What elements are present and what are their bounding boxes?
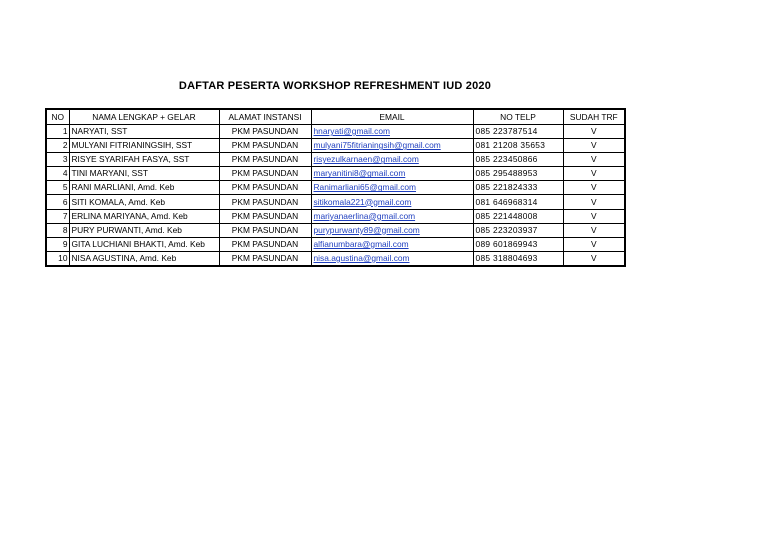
cell-phone: 089 601869943 — [473, 237, 563, 251]
document-title: DAFTAR PESERTA WORKSHOP REFRESHMENT IUD 2020 — [178, 80, 492, 92]
cell-transfer: V — [563, 181, 625, 195]
cell-institution: PKM PASUNDAN — [219, 139, 311, 153]
table-row — [46, 195, 625, 209]
cell-no: 8 — [46, 223, 69, 237]
cell-email — [311, 195, 473, 209]
cell-transfer: V — [563, 251, 625, 266]
cell-no: 9 — [46, 237, 69, 251]
cell-no: 4 — [46, 167, 69, 181]
cell-name: NISA AGUSTINA, Amd. Keb — [69, 251, 219, 266]
cell-email — [311, 125, 473, 139]
table-row — [46, 125, 625, 139]
cell-name: RISYE SYARIFAH FASYA, SST — [69, 153, 219, 167]
cell-email — [311, 153, 473, 167]
cell-institution: PKM PASUNDAN — [219, 153, 311, 167]
email-link[interactable]: alfianumbara@gmail.com — [313, 238, 409, 249]
email-link[interactable]: purypurwanty89@gmail.com — [313, 224, 420, 235]
cell-no: 2 — [46, 139, 69, 153]
cell-transfer: V — [563, 167, 625, 181]
cell-no: 7 — [46, 209, 69, 223]
cell-email — [311, 237, 473, 251]
cell-phone: 085 223787514 — [473, 125, 563, 139]
table-row — [46, 153, 625, 167]
cell-institution: PKM PASUNDAN — [219, 125, 311, 139]
cell-no: 3 — [46, 153, 69, 167]
cell-email — [311, 181, 473, 195]
cell-name: RANI MARLIANI, Amd. Keb — [69, 181, 219, 195]
cell-name: SITI KOMALA, Amd. Keb — [69, 195, 219, 209]
cell-name: PURY PURWANTI, Amd. Keb — [69, 223, 219, 237]
cell-phone: 081 646968314 — [473, 195, 563, 209]
table-row — [46, 209, 625, 223]
cell-transfer: V — [563, 195, 625, 209]
email-link[interactable]: sitikomala221@gmail.com — [313, 196, 412, 207]
cell-no: 6 — [46, 195, 69, 209]
column-header-no: NO — [46, 109, 69, 125]
cell-name: TINI MARYANI, SST — [69, 167, 219, 181]
cell-phone: 085 223203937 — [473, 223, 563, 237]
cell-institution: PKM PASUNDAN — [219, 209, 311, 223]
email-link[interactable]: mariyanaerlina@gmail.com — [313, 210, 416, 221]
cell-no: 1 — [46, 125, 69, 139]
column-header-institution: ALAMAT INSTANSI — [219, 109, 311, 125]
table-row — [46, 251, 625, 266]
column-header-phone: NO TELP — [473, 109, 563, 125]
cell-institution: PKM PASUNDAN — [219, 251, 311, 266]
cell-phone: 085 223450866 — [473, 153, 563, 167]
cell-email — [311, 209, 473, 223]
table-row — [46, 181, 625, 195]
cell-institution: PKM PASUNDAN — [219, 181, 311, 195]
cell-transfer: V — [563, 153, 625, 167]
email-link[interactable]: risyezulkarnaen@gmail.com — [313, 154, 419, 165]
cell-institution: PKM PASUNDAN — [219, 223, 311, 237]
cell-institution: PKM PASUNDAN — [219, 195, 311, 209]
column-header-email: EMAIL — [311, 109, 473, 125]
cell-institution: PKM PASUNDAN — [219, 167, 311, 181]
cell-email — [311, 139, 473, 153]
participant-table — [45, 108, 626, 267]
cell-phone: 081 21208 35653 — [473, 139, 563, 153]
cell-institution: PKM PASUNDAN — [219, 237, 311, 251]
table-header-row — [46, 109, 625, 125]
cell-no: 10 — [46, 251, 69, 266]
cell-name: MULYANI FITRIANINGSIH, SST — [69, 139, 219, 153]
email-link[interactable]: Ranimarliani65@gmail.com — [313, 182, 417, 193]
column-header-transfer: SUDAH TRF — [563, 109, 625, 125]
table-row — [46, 139, 625, 153]
email-link[interactable]: mulyani75fitrianingsih@gmail.com — [313, 140, 441, 151]
cell-transfer: V — [563, 125, 625, 139]
cell-phone: 085 221824333 — [473, 181, 563, 195]
cell-phone: 085 221448008 — [473, 209, 563, 223]
cell-no: 5 — [46, 181, 69, 195]
cell-phone: 085 295488953 — [473, 167, 563, 181]
email-link[interactable]: hnaryati@gmail.com — [313, 126, 390, 137]
table-row — [46, 223, 625, 237]
email-link[interactable]: nisa.agustina@gmail.com — [313, 252, 410, 263]
cell-email — [311, 251, 473, 266]
cell-name: NARYATI, SST — [69, 125, 219, 139]
cell-transfer: V — [563, 139, 625, 153]
cell-transfer: V — [563, 209, 625, 223]
cell-email — [311, 223, 473, 237]
cell-phone: 085 318804693 — [473, 251, 563, 266]
table-row — [46, 167, 625, 181]
cell-name: GITA LUCHIANI BHAKTI, Amd. Keb — [69, 237, 219, 251]
cell-email — [311, 167, 473, 181]
table-row — [46, 237, 625, 251]
cell-transfer: V — [563, 223, 625, 237]
email-link[interactable]: maryanitini8@gmail.com — [313, 168, 406, 179]
cell-transfer: V — [563, 237, 625, 251]
column-header-name: NAMA LENGKAP + GELAR — [69, 109, 219, 125]
cell-name: ERLINA MARIYANA, Amd. Keb — [69, 209, 219, 223]
